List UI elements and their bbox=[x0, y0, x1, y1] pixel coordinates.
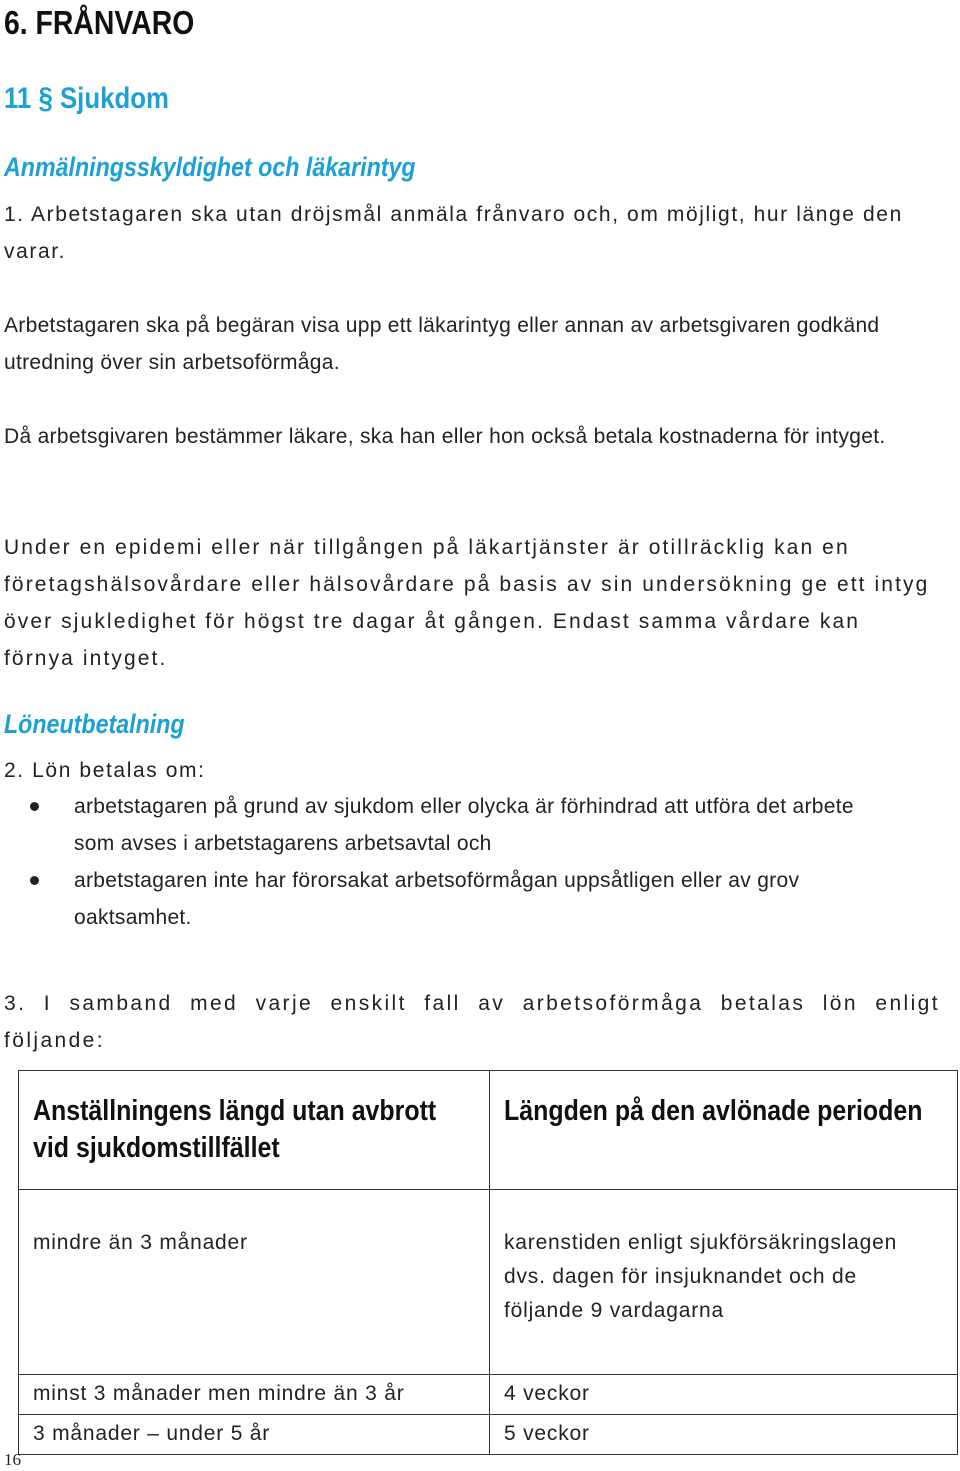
subheading-salary: Löneutbetalning bbox=[4, 709, 185, 739]
paragraph-medical-certificate: Arbetstagaren ska på begäran visa upp ett läkarintyg eller annan av arbetsgivaren godkänd utredning över sin arbetsoförmåga. bbox=[4, 314, 880, 374]
list-item bbox=[0, 788, 900, 862]
header-paid-period: Längden på den avlönade perioden bbox=[504, 1095, 923, 1127]
table-header-row bbox=[19, 1071, 958, 1190]
section-title: 11 § Sjukdom bbox=[4, 82, 169, 115]
table-header-cell bbox=[490, 1071, 958, 1190]
salary-conditions-list bbox=[0, 788, 900, 936]
table-row bbox=[19, 1375, 958, 1415]
subheading-notification: Anmälningsskyldighet och läkarintyg bbox=[4, 152, 416, 182]
table-cell: mindre än 3 månader bbox=[19, 1190, 490, 1375]
table-cell: 4 veckor bbox=[490, 1375, 958, 1415]
page-number: 16 bbox=[4, 1450, 21, 1469]
table-row bbox=[19, 1190, 958, 1375]
table-cell: karenstiden enligt sjukförsäkringslagen dvs. dagen för insjuknandet och de följande 9 vardagarna bbox=[490, 1190, 958, 1375]
chapter-heading: 6. FRÅNVARO bbox=[4, 4, 195, 41]
bullet-icon bbox=[30, 876, 39, 885]
paragraph-epidemic: Under en epidemi eller när tillgången på läkartjänster är otillräcklig kan en företagshälsovårdare eller hälsovårdare på basis av sin undersökning ge ett intyg över sjukledighet för högst tre dagar åt gången. Endast samma vårdare kan förnya intyget. bbox=[4, 536, 930, 670]
bullet-icon bbox=[30, 802, 39, 811]
table-cell: minst 3 månader men mindre än 3 år bbox=[19, 1375, 490, 1415]
paragraph-salary-scale: 3. I samband med varje enskilt fall av arbetsoförmåga betalas lön enligt följande: bbox=[4, 992, 940, 1052]
list-item bbox=[0, 862, 900, 936]
paragraph-doctor-costs: Då arbetsgivaren bestämmer läkare, ska han eller hon också betala kostnaderna för intyget. bbox=[4, 425, 886, 448]
header-employment-length: Anställningens längd utan avbrott vid sjukdomstillfället bbox=[33, 1095, 437, 1164]
table-cell: 5 veckor bbox=[490, 1415, 958, 1455]
table-row bbox=[19, 1415, 958, 1455]
list-item-text: arbetstagaren inte har förorsakat arbetsoförmågan uppsåtligen eller av grov oaktsamhet. bbox=[74, 869, 800, 929]
table-cell: 3 månader – under 5 år bbox=[19, 1415, 490, 1455]
salary-period-table bbox=[18, 1070, 958, 1455]
paragraph-notification: 1. Arbetstagaren ska utan dröjsmål anmäla frånvaro och, om möjligt, hur länge den varar. bbox=[4, 203, 903, 263]
list-item-text: arbetstagaren på grund av sjukdom eller olycka är förhindrad att utföra det arbete som avses i arbetstagarens arbetsavtal och bbox=[74, 795, 854, 855]
table-header-cell bbox=[19, 1071, 490, 1190]
paragraph-salary-paid-if: 2. Lön betalas om: bbox=[4, 759, 206, 782]
